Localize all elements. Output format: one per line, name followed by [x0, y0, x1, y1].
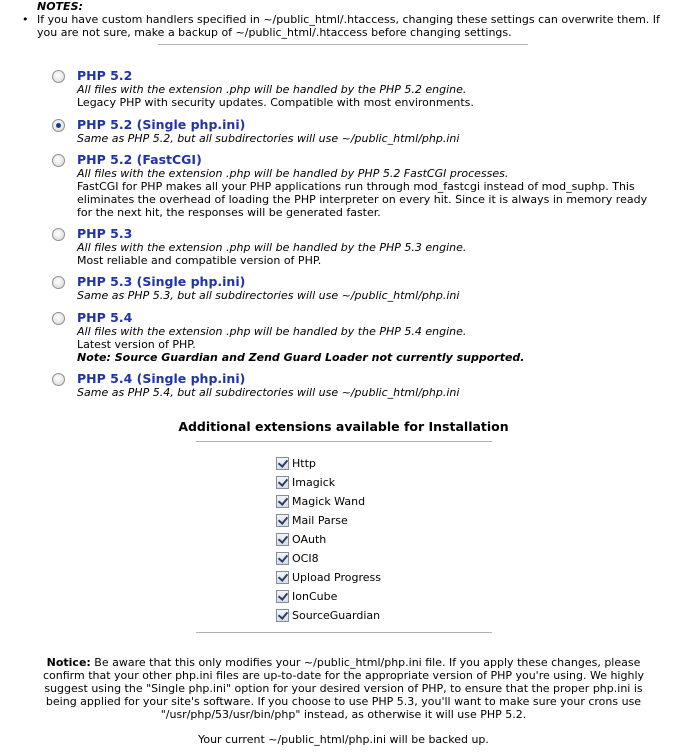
option-description: Same as PHP 5.3, but all subdirectories will use ~/public_html/php.ini	[77, 289, 460, 302]
php-option-label[interactable]: PHP 5.2	[77, 68, 133, 83]
php-option-label[interactable]: PHP 5.4	[77, 310, 133, 325]
notes-item	[22, 13, 662, 39]
extension-label[interactable]: Http	[292, 457, 316, 470]
extension-label[interactable]: SourceGuardian	[292, 609, 381, 622]
divider	[196, 632, 492, 633]
php-option-label[interactable]: PHP 5.2 (Single php.ini)	[77, 117, 246, 132]
notes-title: NOTES:	[37, 0, 83, 13]
option-description: for the next hit, the responses will be generated faster.	[77, 206, 381, 219]
extensions-heading: Additional extensions available for Installation	[178, 419, 509, 434]
checkbox-http[interactable]	[276, 457, 289, 470]
radio-php-5-4[interactable]	[52, 312, 65, 325]
option-description: Same as PHP 5.4, but all subdirectories will use ~/public_html/php.ini	[77, 386, 460, 399]
backup-message: Your current ~/public_html/php.ini will be backed up.	[198, 733, 489, 746]
extension-label[interactable]: OCI8	[292, 552, 319, 565]
divider	[196, 441, 492, 442]
notice-label: Notice:	[46, 656, 91, 669]
radio-php-5-3[interactable]	[52, 228, 65, 241]
radio-php-5-2-fastcgi[interactable]	[52, 154, 65, 167]
extension-label[interactable]: OAuth	[292, 533, 327, 546]
notes-item-text: If you have custom handlers specified in ~/public_html/.htaccess, changing these settings can overwrite them. If you are not sure, make a backup of ~/public_html/.htaccess before changing settings.	[37, 13, 660, 39]
notice-body: Be aware that this only modifies your ~/public_html/php.ini file. If you apply these changes, please confirm that your other php.ini files are up-to-date for the appropriate version of PHP you're using. We highly suggest using the "Single php.ini" option for your desired version of PHP, to ensure that the proper php.ini is being applied for your site's software. If you choose to use PHP 5.3, you'll want to make sure your crons use "/usr/php/53/usr/bin/php" instead, as otherwise it will use PHP 5.2.	[42, 656, 645, 721]
extension-label[interactable]: Mail Parse	[292, 514, 348, 527]
checkbox-imagick[interactable]	[276, 476, 289, 489]
checkbox-ioncube[interactable]	[276, 590, 289, 603]
option-description: Same as PHP 5.2, but all subdirectories will use ~/public_html/php.ini	[77, 132, 460, 145]
php-option-label[interactable]: PHP 5.2 (FastCGI)	[77, 152, 202, 167]
divider	[158, 44, 528, 45]
radio-php-5-2-single[interactable]	[52, 119, 65, 132]
radio-php-5-3-single[interactable]	[52, 276, 65, 289]
extension-label[interactable]: Magick Wand	[292, 495, 366, 508]
radio-php-5-4-single[interactable]	[52, 373, 65, 386]
php-option-label[interactable]: PHP 5.3 (Single php.ini)	[77, 274, 246, 289]
checkbox-mail-parse[interactable]	[276, 514, 289, 527]
extension-label[interactable]: IonCube	[292, 590, 338, 603]
option-description: Most reliable and compatible version of PHP.	[77, 254, 322, 267]
option-description: FastCGI for PHP makes all your PHP applications run through mod_fastcgi instead of mod_suphp. This	[77, 180, 635, 193]
radio-php-5-2[interactable]	[52, 70, 65, 83]
php-option-label[interactable]: PHP 5.3	[77, 226, 133, 241]
extension-label[interactable]: Imagick	[292, 476, 336, 489]
bullet-icon: •	[22, 13, 29, 26]
option-description: All files with the extension .php will be handled by the PHP 5.4 engine.	[77, 325, 467, 338]
option-description: eliminates the overhead of loading the PHP interpreter on every hit. Since it is always in memory ready	[77, 193, 648, 206]
option-description: All files with the extension .php will be handled by the PHP 5.2 engine.	[77, 83, 467, 96]
option-description: All files with the extension .php will be handled by PHP 5.2 FastCGI processes.	[77, 167, 509, 180]
checkbox-oauth[interactable]	[276, 533, 289, 546]
checkbox-sourceguardian[interactable]	[276, 609, 289, 622]
php-option-label[interactable]: PHP 5.4 (Single php.ini)	[77, 371, 246, 386]
checkbox-magick-wand[interactable]	[276, 495, 289, 508]
notes-list	[22, 13, 662, 39]
extension-label[interactable]: Upload Progress	[292, 571, 381, 584]
option-description: Latest version of PHP.	[77, 338, 196, 351]
option-description: All files with the extension .php will be handled by the PHP 5.3 engine.	[77, 241, 467, 254]
option-description: Legacy PHP with security updates. Compatible with most environments.	[77, 96, 474, 109]
checkbox-upload-progress[interactable]	[276, 571, 289, 584]
option-note: Note: Source Guardian and Zend Guard Loader not currently supported.	[77, 351, 525, 364]
checkbox-oci8[interactable]	[276, 552, 289, 565]
notice-text	[40, 656, 647, 721]
